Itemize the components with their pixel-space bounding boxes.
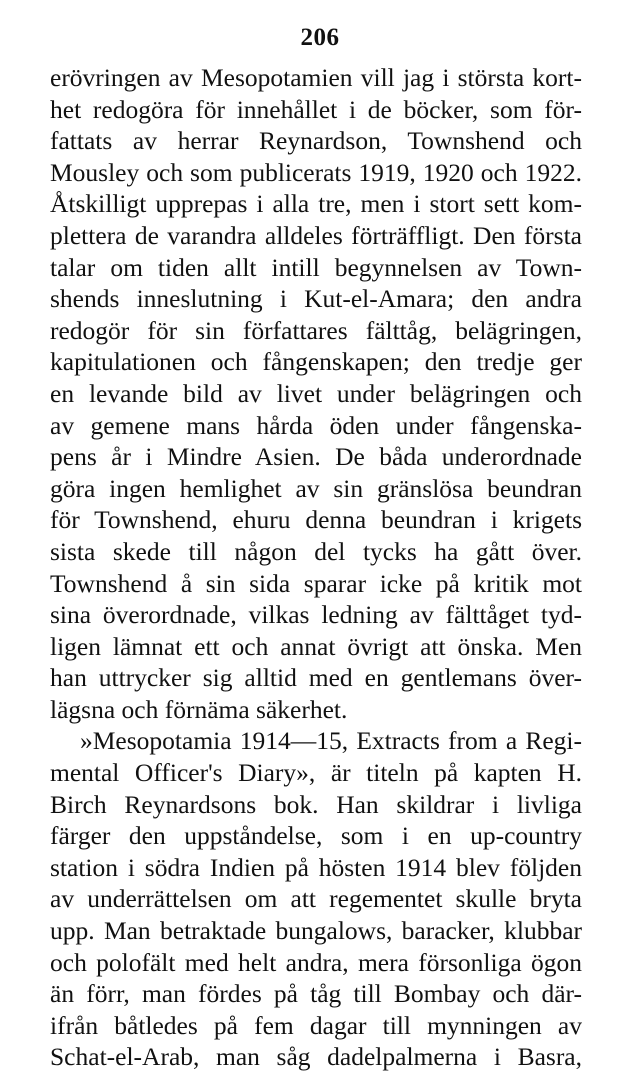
text-line: redogör för sin författares fälttåg, belägringen, — [50, 315, 582, 345]
text-line: färger den uppståndelse, som i en up-country — [50, 821, 582, 851]
text-line: av gemene mans hårda öden under fångenska- — [50, 410, 582, 440]
text-line: erövringen av Mesopotamien vill jag i största kort- — [50, 63, 582, 92]
paragraph-start-line: »Mesopotamia 1914—15, Extracts from a Regi- — [80, 726, 582, 756]
text-line: pens år i Mindre Asien. De båda underordnade — [50, 442, 582, 472]
paragraph-end-line: lägsna och förnäma säkerhet. — [50, 694, 348, 724]
text-line: ligen lämnat ett och annat övrigt att önska. Men — [50, 631, 582, 661]
text-line: fattats av herrar Reynardson, Townshend och — [50, 126, 582, 156]
text-line: han uttrycker sig alltid med en gentlemans över- — [50, 663, 582, 693]
text-line: shends inneslutning i Kut-el-Amara; den andra — [50, 284, 582, 314]
body-text — [50, 62, 582, 1073]
text-line: station i södra Indien på hösten 1914 blev följden — [50, 852, 582, 882]
text-line: och polofält med helt andra, mera försonliga ögon — [50, 947, 582, 977]
page-number: 206 — [300, 24, 340, 51]
text-line: Townshend å sin sida sparar icke på kritik mot — [50, 568, 582, 598]
text-line: kapitulationen och fångenskapen; den tredje ger — [50, 347, 582, 377]
text-line: sista skede till någon del tycks ha gått över. — [50, 536, 582, 566]
text-line: för Townshend, ehuru denna beundran i krigets — [50, 505, 582, 535]
text-line: upp. Man betraktade bungalows, baracker, klubbar — [50, 916, 582, 946]
text-line: av underrättelsen om att regementet skulle bryta — [50, 884, 582, 914]
text-line: mental Officer's Diary», är titeln på kapten H. — [50, 758, 582, 788]
text-line: Birch Reynardsons bok. Han skildrar i livliga — [50, 789, 582, 819]
text-line: Schat-el-Arab, man såg dadelpalmerna i Basra, — [50, 1042, 582, 1072]
text-line: sina överordnade, vilkas ledning av fälttåget tyd- — [50, 600, 582, 630]
text-line: än förr, man fördes på tåg till Bombay och där- — [50, 979, 582, 1009]
text-line: Åtskilligt upprepas i alla tre, men i stort sett kom- — [50, 189, 582, 219]
text-line: talar om tiden allt intill begynnelsen av Town- — [50, 252, 582, 282]
text-line: en levande bild av livet under belägringen och — [50, 378, 582, 408]
text-line: ifrån båtledes på fem dagar till mynningen av — [50, 1010, 582, 1040]
text-line: het redogöra för innehållet i de böcker, som för- — [50, 94, 582, 124]
text-line: göra ingen hemlighet av sin gränslösa beundran — [50, 473, 582, 503]
text-line: Mousley och som publicerats 1919, 1920 och 1922. — [50, 157, 582, 187]
text-line: plettera de varandra alldeles förträffligt. Den första — [50, 220, 582, 250]
